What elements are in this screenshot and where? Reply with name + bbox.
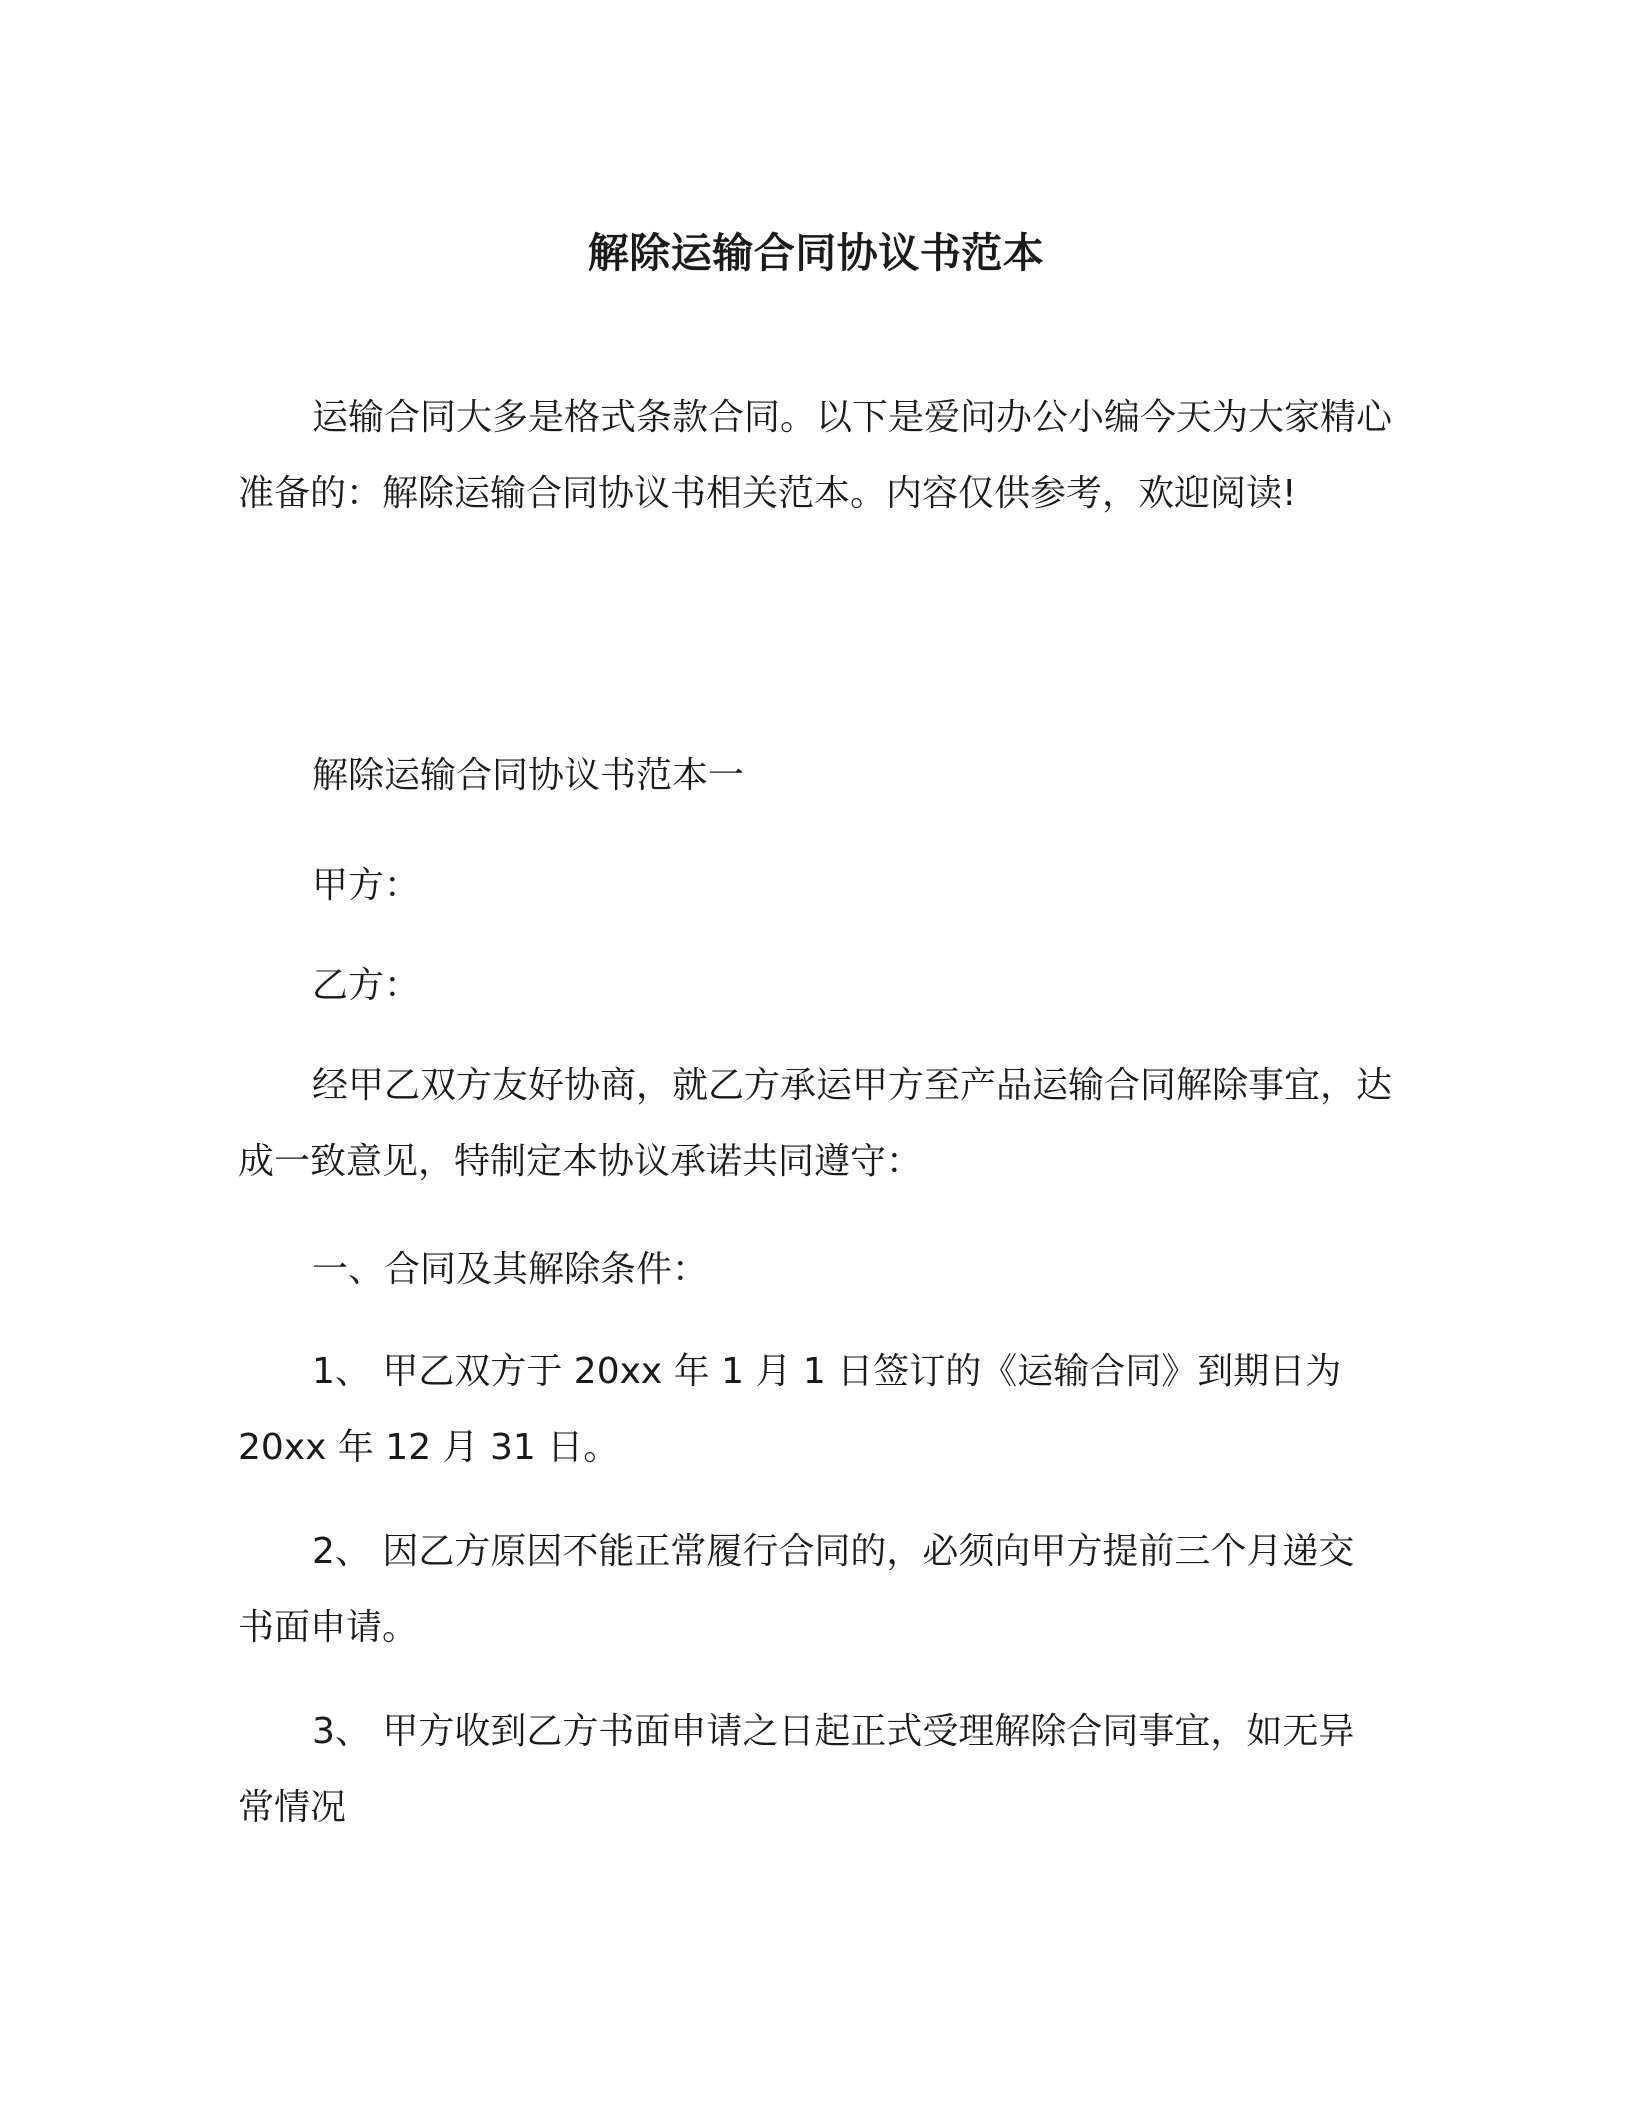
clause-item-1-line-1: 1、 甲乙双方于 20xx 年 1 月 1 日签订的《运输合同》到期日为: [312, 1351, 1342, 1392]
clause-item-3-line-2: 常情况: [238, 1787, 347, 1828]
clause-item-1-line-2: 20xx 年 12 月 31 日。: [238, 1427, 620, 1468]
party-a-label: 甲方：: [312, 865, 421, 906]
clause-heading: 一、合同及其解除条件：: [312, 1249, 709, 1290]
clause-item-3-line-1: 3、 甲方收到乙方书面申请之日起正式受理解除合同事宜，如无异: [312, 1711, 1355, 1752]
party-b-label: 乙方：: [312, 965, 421, 1006]
section-heading: 解除运输合同协议书范本一: [312, 755, 745, 796]
preamble-paragraph: 经甲乙双方友好协商，就乙方承运甲方至产品运输合同解除事宜，达成一致意见，特制定本协议承诺共同遵守：: [238, 1065, 1393, 1182]
intro-paragraph: 运输合同大多是格式条款合同。以下是爱问办公小编今天为大家精心准备的：解除运输合同协议书相关范本。内容仅供参考，欢迎阅读!: [238, 397, 1393, 514]
document-title: 解除运输合同协议书范本: [587, 229, 1045, 277]
clause-item-2-line-2: 书面申请。: [238, 1607, 419, 1648]
clause-item-2-line-1: 2、 因乙方原因不能正常履行合同的，必须向甲方提前三个月递交: [312, 1531, 1355, 1572]
